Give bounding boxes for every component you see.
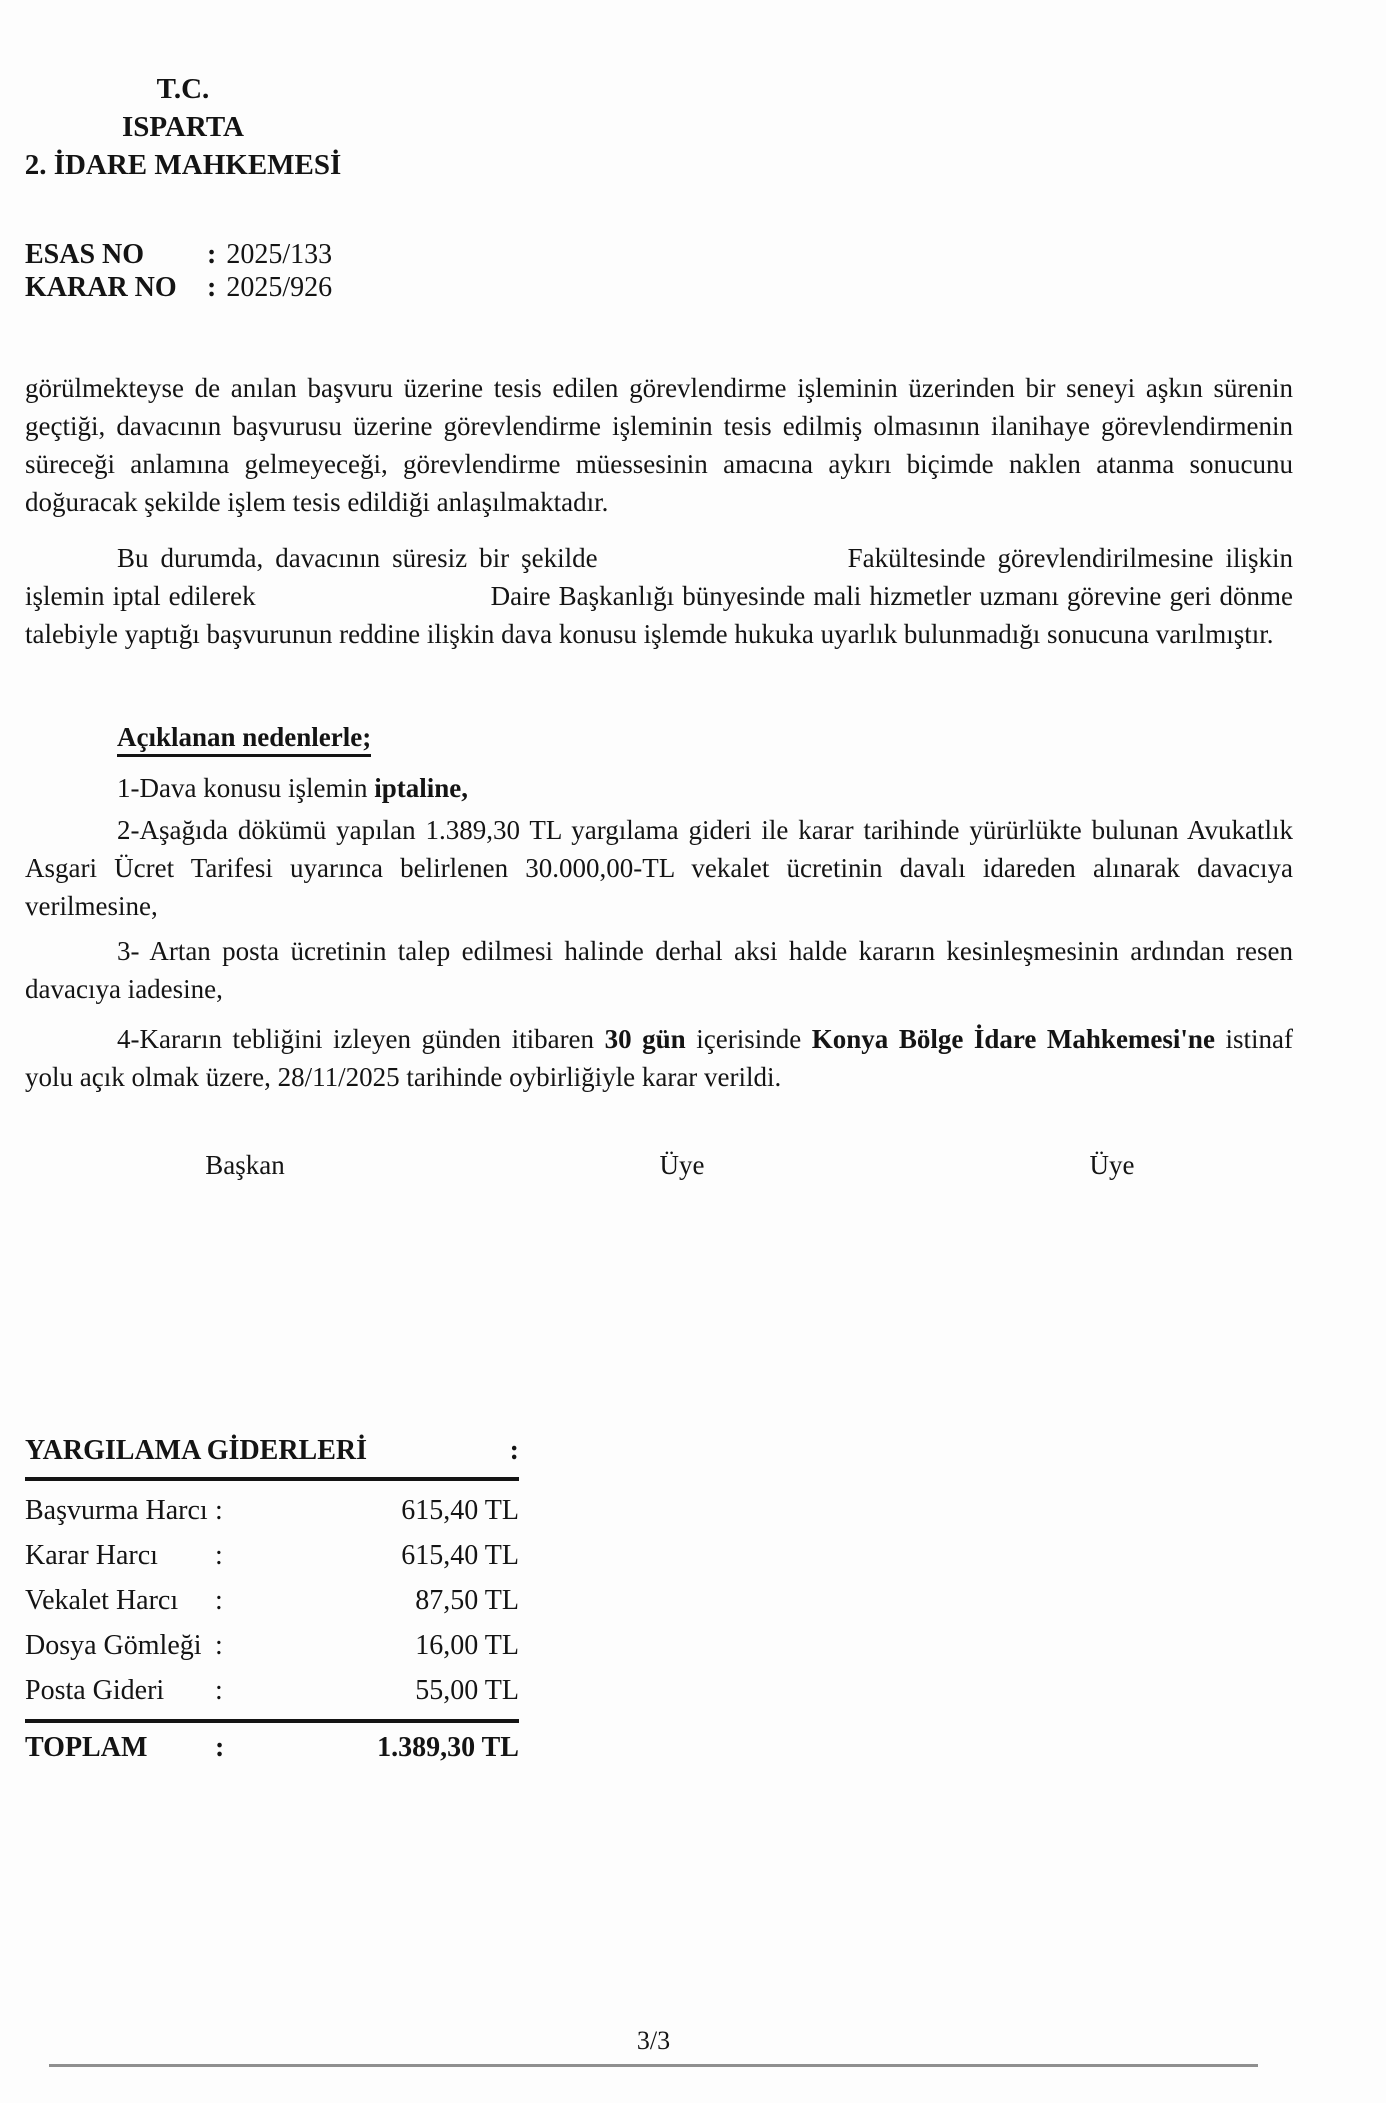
cost-value: 55,00 TL	[415, 1675, 519, 1706]
cost-label: Posta Gideri	[25, 1675, 165, 1706]
costs-total-value: 1.389,30 TL	[377, 1732, 519, 1763]
costs-total-row	[25, 1733, 519, 1763]
cost-value: 87,50 TL	[415, 1585, 519, 1616]
footer-rule	[49, 2064, 1258, 2067]
decision-item-1-text: 1-Dava konusu işlemin	[117, 773, 375, 803]
costs-table-title: YARGILAMA GİDERLERİ	[25, 1435, 368, 1466]
cost-label: Karar Harcı	[25, 1540, 158, 1571]
paragraph2-text-3: Daire Başkanlığı bünyesinde mali hizmetler uzmanı görevine geri dönme talebiyle yaptığı başvurunun reddine ilişkin dava konusu işlemde hukuka uyarlık bulunmadığı sonucuna varılmıştır.	[25, 581, 1293, 649]
paragraph2-text-2: Fakültesinde görevlendirilmesine ilişkin işlemin iptal edilerek	[25, 543, 1293, 611]
decision-item-4-text-1: 4-Kararın tebliğini izleyen günden itibaren	[117, 1024, 605, 1054]
signature-president-label: Başkan	[205, 1150, 285, 1180]
table-row	[25, 1676, 519, 1723]
decision-item-4	[25, 1020, 1293, 1096]
decision-section	[25, 718, 1293, 1096]
table-row	[25, 1631, 519, 1661]
cost-label: Vekalet Harcı	[25, 1585, 179, 1616]
costs-table	[25, 1432, 519, 1763]
costs-table-header	[25, 1432, 519, 1481]
esas-no-value: 2025/133	[226, 239, 333, 270]
decision-item-1-bold: iptaline,	[374, 773, 468, 803]
redacted-text	[256, 604, 491, 605]
cost-colon: :	[215, 1540, 223, 1571]
cost-value: 615,40 TL	[401, 1495, 519, 1526]
republic-label: T.C.	[156, 73, 210, 105]
table-row	[25, 1586, 519, 1616]
decision-item-2: 2-Aşağıda dökümü yapılan 1.389,30 TL yargılama gideri ile karar tarihinde yürürlükte bulunan Avukatlık Asgari Ücret Tarifesi uyarınca belirlenen 30.000,00-TL vekalet ücretinin davalı idareden alınarak davacıya verilmesine,	[25, 815, 1293, 921]
esas-no-label: ESAS NO	[25, 239, 145, 270]
esas-no-colon: :	[207, 239, 217, 270]
cost-colon: :	[215, 1630, 223, 1661]
signature-member-1-label: Üye	[659, 1150, 705, 1180]
karar-no-label: KARAR NO	[25, 272, 177, 303]
redacted-text	[598, 566, 848, 567]
esas-no-row	[25, 238, 332, 271]
page-number: 3/3	[636, 2026, 671, 2055]
decision-item-4-bold-1: 30 gün	[604, 1024, 686, 1054]
cost-label: Dosya Gömleği	[25, 1630, 202, 1661]
court-header	[0, 70, 366, 184]
cost-colon: :	[215, 1585, 223, 1616]
body-paragraph-1: görülmekteyse de anılan başvuru üzerine tesis edilen görevlendirme işleminin üzerinden bir seneyi aşkın sürenin geçtiği, davacının başvurusu üzerine görevlendirme işleminin tesis edilmiş olmasının ilanihaye görevlendirmenin süreceği anlamına gelmeyeceği, görevlendirme müessesinin amacına aykırı biçimde naklen atanma sonucunu doğuracak şekilde işlem tesis edildiği anlaşılmaktadır.	[25, 373, 1293, 517]
cost-colon: :	[215, 1675, 223, 1706]
decision-item-1	[25, 769, 1293, 807]
cost-value: 16,00 TL	[415, 1630, 519, 1661]
costs-total-label: TOPLAM	[25, 1732, 148, 1763]
karar-no-row	[25, 271, 332, 304]
body-paragraph-2	[25, 539, 1293, 653]
court-city: ISPARTA	[122, 111, 244, 143]
decision-heading-text: Açıklanan nedenlerle;	[117, 722, 371, 757]
signature-row	[0, 1146, 1386, 1186]
karar-no-colon: :	[207, 272, 217, 303]
cost-colon: :	[215, 1495, 223, 1526]
signature-member-2-label: Üye	[1089, 1150, 1135, 1180]
case-number-block	[25, 238, 332, 304]
decision-item-4-text-2: içerisinde	[685, 1024, 812, 1054]
costs-total-colon: :	[215, 1732, 225, 1763]
decision-item-4-text-3: istinaf yolu açık olmak üzere, 28/11/2025 tarihinde oybirliğiyle karar verildi.	[25, 1024, 1293, 1092]
table-row	[25, 1496, 519, 1526]
costs-table-title-colon: :	[509, 1435, 519, 1466]
table-row	[25, 1541, 519, 1571]
decision-item-3: 3- Artan posta ücretinin talep edilmesi halinde derhal aksi halde kararın kesinleşmesinin ardından resen davacıya iadesine,	[25, 936, 1293, 1004]
cost-label: Başvurma Harcı	[25, 1495, 208, 1526]
decision-heading	[117, 718, 1293, 756]
cost-value: 615,40 TL	[401, 1540, 519, 1571]
decision-item-4-bold-2: Konya Bölge İdare Mahkemesi'ne	[811, 1024, 1215, 1054]
paragraph2-text-1: Bu durumda, davacının süresiz bir şekilde	[117, 543, 598, 573]
court-name: 2. İDARE MAHKEMESİ	[24, 149, 342, 181]
karar-no-value: 2025/926	[226, 272, 333, 303]
